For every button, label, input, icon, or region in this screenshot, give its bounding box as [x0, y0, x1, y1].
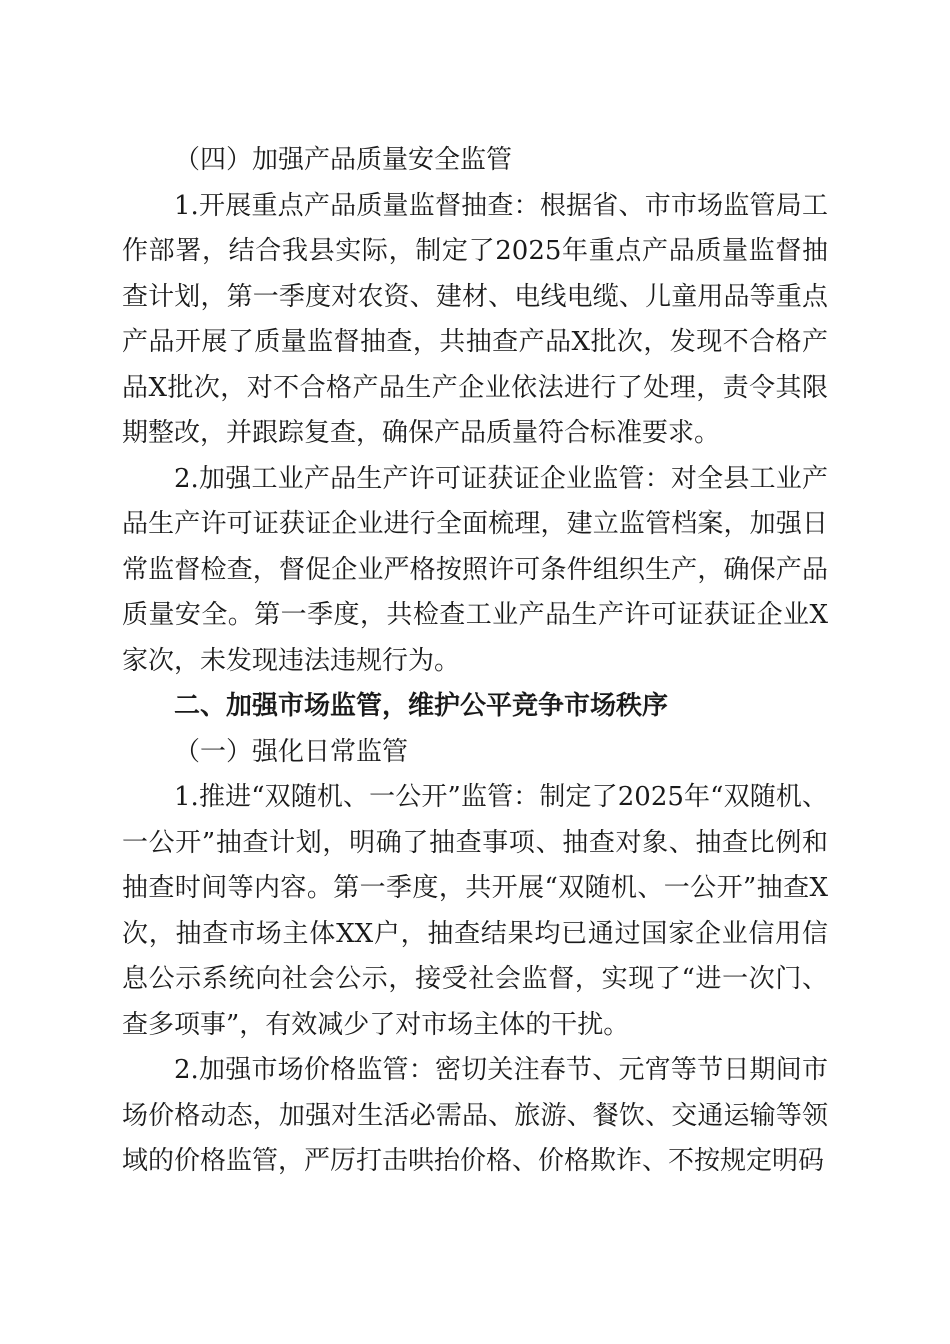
paragraph-quality-spot-check: 1.开展重点产品质量监督抽查：根据省、市市场监管局工作部署，结合我县实际，制定了2025年重点产品质量监督抽查计划，第一季度对农资、建材、电线电缆、儿童用品等重点产品开展了质量监督抽查，共抽查产品X批次，发现不合格产品X批次，对不合格产品生产企业依法进行了处理，责令其限期整改，并跟踪复查，确保产品质量符合标准要求。 — [122, 190, 828, 448]
paragraph-double-random: 1.推进“双随机、一公开”监管：制定了2025年“双随机、一公开”抽查计划，明确了抽查事项、抽查对象、抽查比例和抽查时间等内容。第一季度，共开展“双随机、一公开”抽查X次，抽查市场主体XX户，抽查结果均已通过国家企业信用信息公示系统向社会公示，接受社会监督，实现了“进一次门、查多项事”，有效减少了对市场主体的干扰。 — [122, 782, 828, 1040]
section-heading-market-supervision: 二、加强市场监管，维护公平竞争市场秩序 — [174, 691, 669, 721]
paragraph-price-supervision: 2.加强市场价格监管：密切关注春节、元宵等节日期间市场价格动态，加强对生活必需品、旅游、餐饮、交通运输等领域的价格监管，严厉打击哄抬价格、价格欺诈、不按规定明码 — [122, 1055, 828, 1176]
document-body — [122, 138, 828, 1185]
paragraph-production-license: 2.加强工业产品生产许可证获证企业监管：对全县工业产品生产许可证获证企业进行全面梳理，建立监管档案，加强日常监督检查，督促企业严格按照许可条件组织生产，确保产品质量安全。第一季度，共检查工业产品生产许可证获证企业X家次，未发现违法违规行为。 — [122, 463, 828, 676]
subsection-heading-daily-supervision: （一）强化日常监管 — [174, 736, 409, 767]
subsection-heading-product-quality: （四）加强产品质量安全监管 — [174, 145, 513, 175]
